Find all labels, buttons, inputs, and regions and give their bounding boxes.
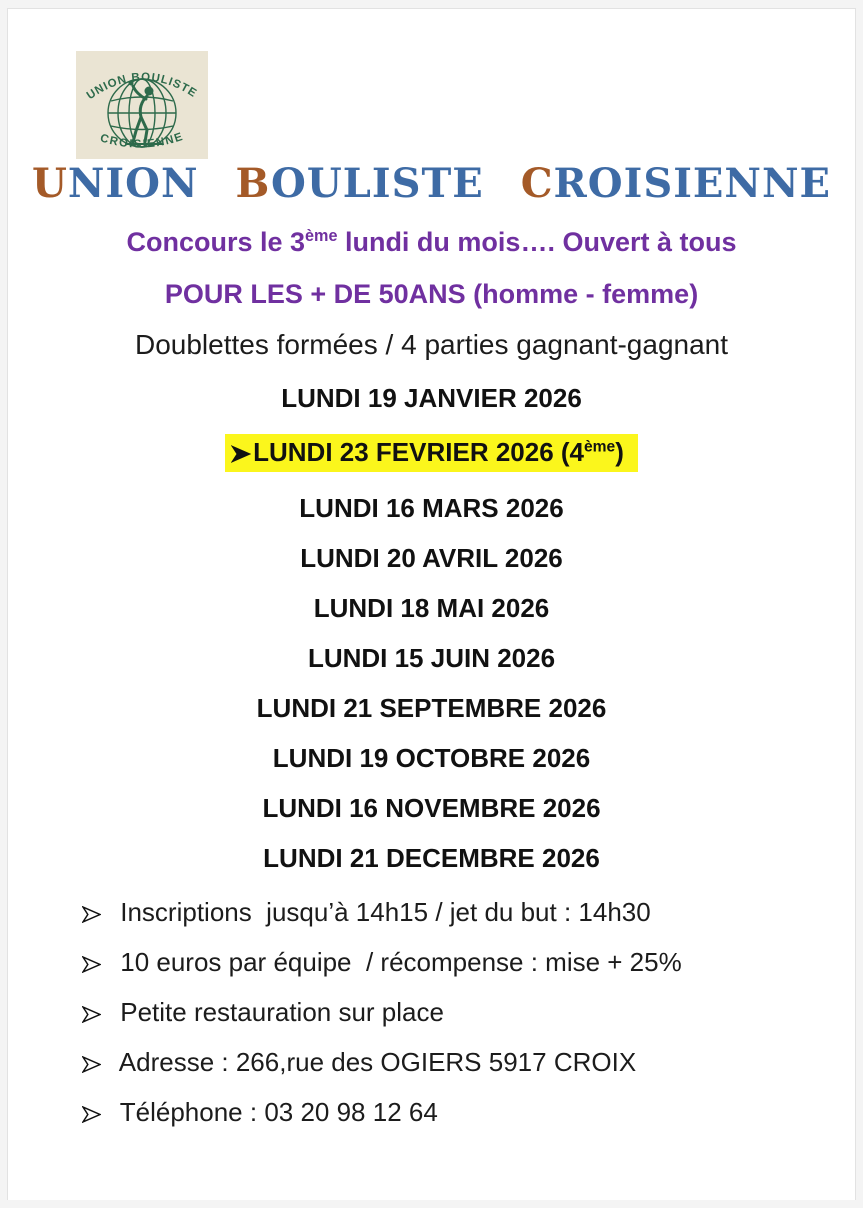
right-arrowhead-outline-icon [82, 906, 101, 923]
right-arrowhead-outline-icon [82, 1006, 101, 1023]
info-item-phone [82, 1098, 855, 1126]
club-logo [76, 51, 208, 159]
title-rest: OULISTE [271, 160, 484, 207]
title-initial: C [520, 160, 554, 207]
info-item-inscriptions [82, 898, 855, 926]
right-arrowhead-outline-icon [82, 1106, 101, 1123]
info-item-text: 10 euros par équipe / récompense : mise + 25% [120, 947, 682, 977]
right-arrowhead-icon [231, 445, 251, 463]
title-word-croisienne [520, 160, 832, 207]
page-title [8, 160, 855, 207]
title-word-bouliste [235, 160, 484, 207]
info-item-address [82, 1048, 855, 1076]
schedule-date: LUNDI 21 SEPTEMBRE 2026 [256, 693, 607, 723]
right-arrowhead-outline-icon [82, 1056, 101, 1073]
info-list [8, 898, 855, 1126]
info-item-text: Inscriptions jusqu’à 14h15 / jet du but : 14h30 [120, 897, 651, 927]
schedule-date: LUNDI 20 AVRIL 2026 [300, 543, 563, 573]
schedule-date: LUNDI 18 MAI 2026 [313, 593, 550, 623]
schedule-date: LUNDI 19 JANVIER 2026 [281, 383, 582, 413]
subtitle-line-2: POUR LES + DE 50ANS (homme - femme) [164, 279, 699, 309]
info-item-text: Adresse : 266,rue des OGIERS 5917 CROIX [118, 1047, 637, 1077]
highlighted-date [225, 434, 638, 472]
subtitle-1-text: Concours le 3 [126, 227, 306, 257]
info-item-restauration [82, 998, 855, 1026]
highlighted-date-text: LUNDI 23 FEVRIER 2026 (4 [253, 437, 584, 467]
title-initial: B [235, 160, 272, 207]
subtitle-1-superscript: ème [305, 227, 338, 245]
info-item-price [82, 948, 855, 976]
logo-top-text: UNION BOULISTE [84, 71, 199, 103]
schedule-date: LUNDI 16 NOVEMBRE 2026 [262, 793, 601, 823]
right-arrowhead-outline-icon [82, 956, 101, 973]
logo-bottom-text: CROISIENNE [98, 130, 186, 151]
highlighted-date-text-after: ) [615, 437, 624, 467]
schedule-date-highlighted-row [8, 434, 855, 472]
schedule-date: LUNDI 16 MARS 2026 [299, 493, 564, 523]
schedule-date: LUNDI 19 OCTOBRE 2026 [272, 743, 591, 773]
info-item-text: Petite restauration sur place [120, 997, 444, 1027]
schedule-list [8, 384, 855, 872]
flyer-page [7, 8, 856, 1200]
schedule-date: LUNDI 21 DECEMBRE 2026 [263, 843, 600, 873]
club-logo-image [76, 51, 208, 159]
subtitle-line-1 [8, 227, 855, 257]
schedule-date: LUNDI 15 JUIN 2026 [307, 643, 556, 673]
title-rest: ROISIENNE [553, 160, 832, 207]
title-initial: U [31, 160, 68, 207]
info-item-text: Téléphone : 03 20 98 12 64 [119, 1097, 438, 1127]
title-word-union [31, 160, 199, 207]
highlighted-date-superscript: ème [584, 438, 616, 456]
subtitle-1-text-after: lundi du mois…. Ouvert à tous [337, 227, 737, 257]
format-line: Doublettes formées / 4 parties gagnant-gagnant [134, 329, 729, 360]
title-rest: NION [67, 160, 199, 207]
